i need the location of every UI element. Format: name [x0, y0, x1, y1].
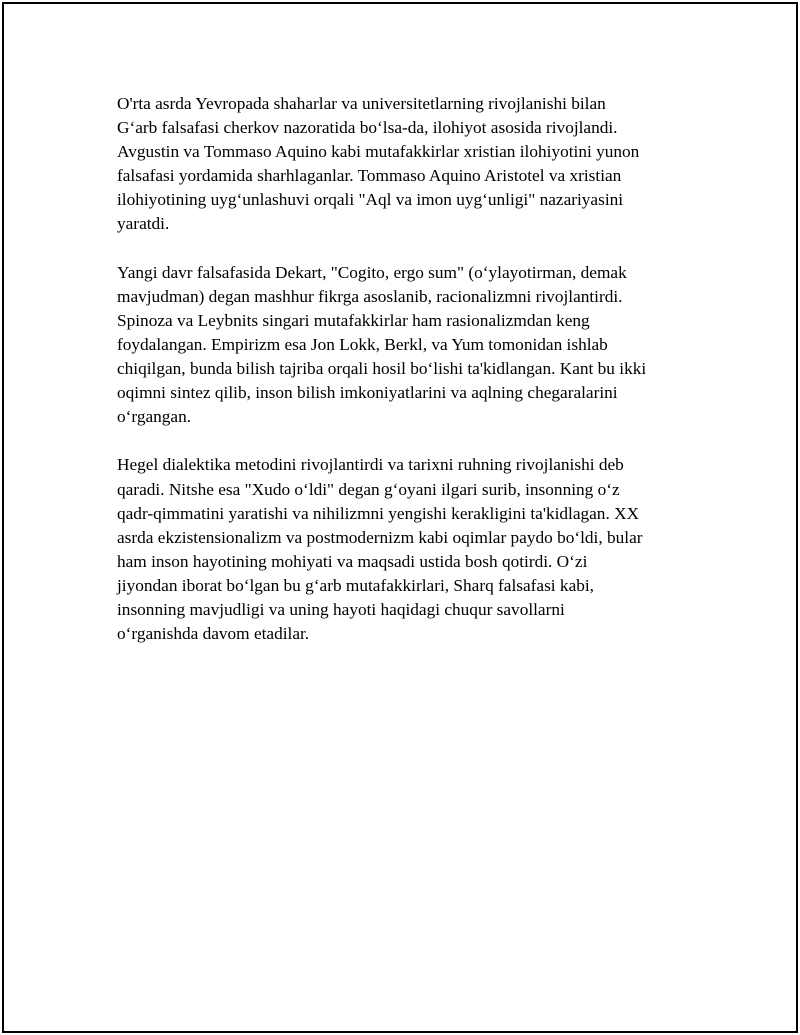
text-line: falsafasi yordamida sharhlaganlar. Tommaso Aquino Aristotel va xristian	[117, 166, 622, 186]
text-line: chiqilgan, bunda bilish tajriba orqali hosil bo‘lishi ta'kidlangan. Kant bu ikki	[117, 359, 647, 379]
text-line: ham inson hayotining mohiyati va maqsadi ustida bosh qotirdi. O‘zi	[117, 551, 588, 571]
text-line: asrda ekzistensionalizm va postmodernizm kabi oqimlar paydo bo‘ldi, bular	[117, 527, 643, 547]
text-line: Spinoza va Leybnits singari mutafakkirlar ham rasionalizmdan keng	[117, 310, 590, 330]
text-line: jiyondan iborat bo‘lgan bu g‘arb mutafakkirlari, Sharq falsafasi kabi,	[117, 575, 595, 595]
text-line: insonning mavjudligi va uning hayoti haqidagi chuqur savollarni	[117, 599, 565, 619]
text-line: Hegel dialektika metodini rivojlantirdi va tarixni ruhning rivojlanishi deb	[117, 455, 624, 475]
paragraph-contemporary-philosophy	[117, 453, 697, 646]
document-body	[117, 92, 697, 670]
text-line: Avgustin va Tommaso Aquino kabi mutafakkirlar xristian ilohiyotini yunon	[117, 142, 640, 162]
text-line: qadr-qimmatini yaratishi va nihilizmni yengishi kerakligini ta'kidlagan. XX	[117, 503, 640, 523]
text-line: Yangi davr falsafasida Dekart, "Cogito, ergo sum" (o‘ylayotirman, demak	[117, 262, 627, 282]
text-line: o‘rgangan.	[117, 407, 192, 427]
text-line: O'rta asrda Yevropada shaharlar va universitetlarning rivojlanishi bilan	[117, 94, 606, 113]
text-line: ilohiyotining uyg‘unlashuvi orqali "Aql va imon uyg‘unligi" nazariyasini	[117, 190, 624, 210]
paragraph-medieval-philosophy	[117, 92, 697, 237]
text-line: qaradi. Nitshe esa "Xudo o‘ldi" degan g‘oyani ilgari surib, insonning o‘z	[117, 479, 620, 499]
paragraph-modern-philosophy	[117, 261, 697, 430]
text-line: mavjudman) degan mashhur fikrga asoslanib, racionalizmni rivojlantirdi.	[117, 286, 623, 306]
text-line: G‘arb falsafasi cherkov nazoratida bo‘lsa-da, ilohiyot asosida rivojlandi.	[117, 118, 618, 138]
text-line: o‘rganishda davom etadilar.	[117, 624, 310, 644]
text-line: yaratdi.	[117, 214, 170, 234]
text-line: oqimni sintez qilib, inson bilish imkoniyatlarini va aqlning chegaralarini	[117, 383, 618, 403]
text-line: foydalangan. Empirizm esa Jon Lokk, Berkl, va Yum tomonidan ishlab	[117, 334, 608, 354]
